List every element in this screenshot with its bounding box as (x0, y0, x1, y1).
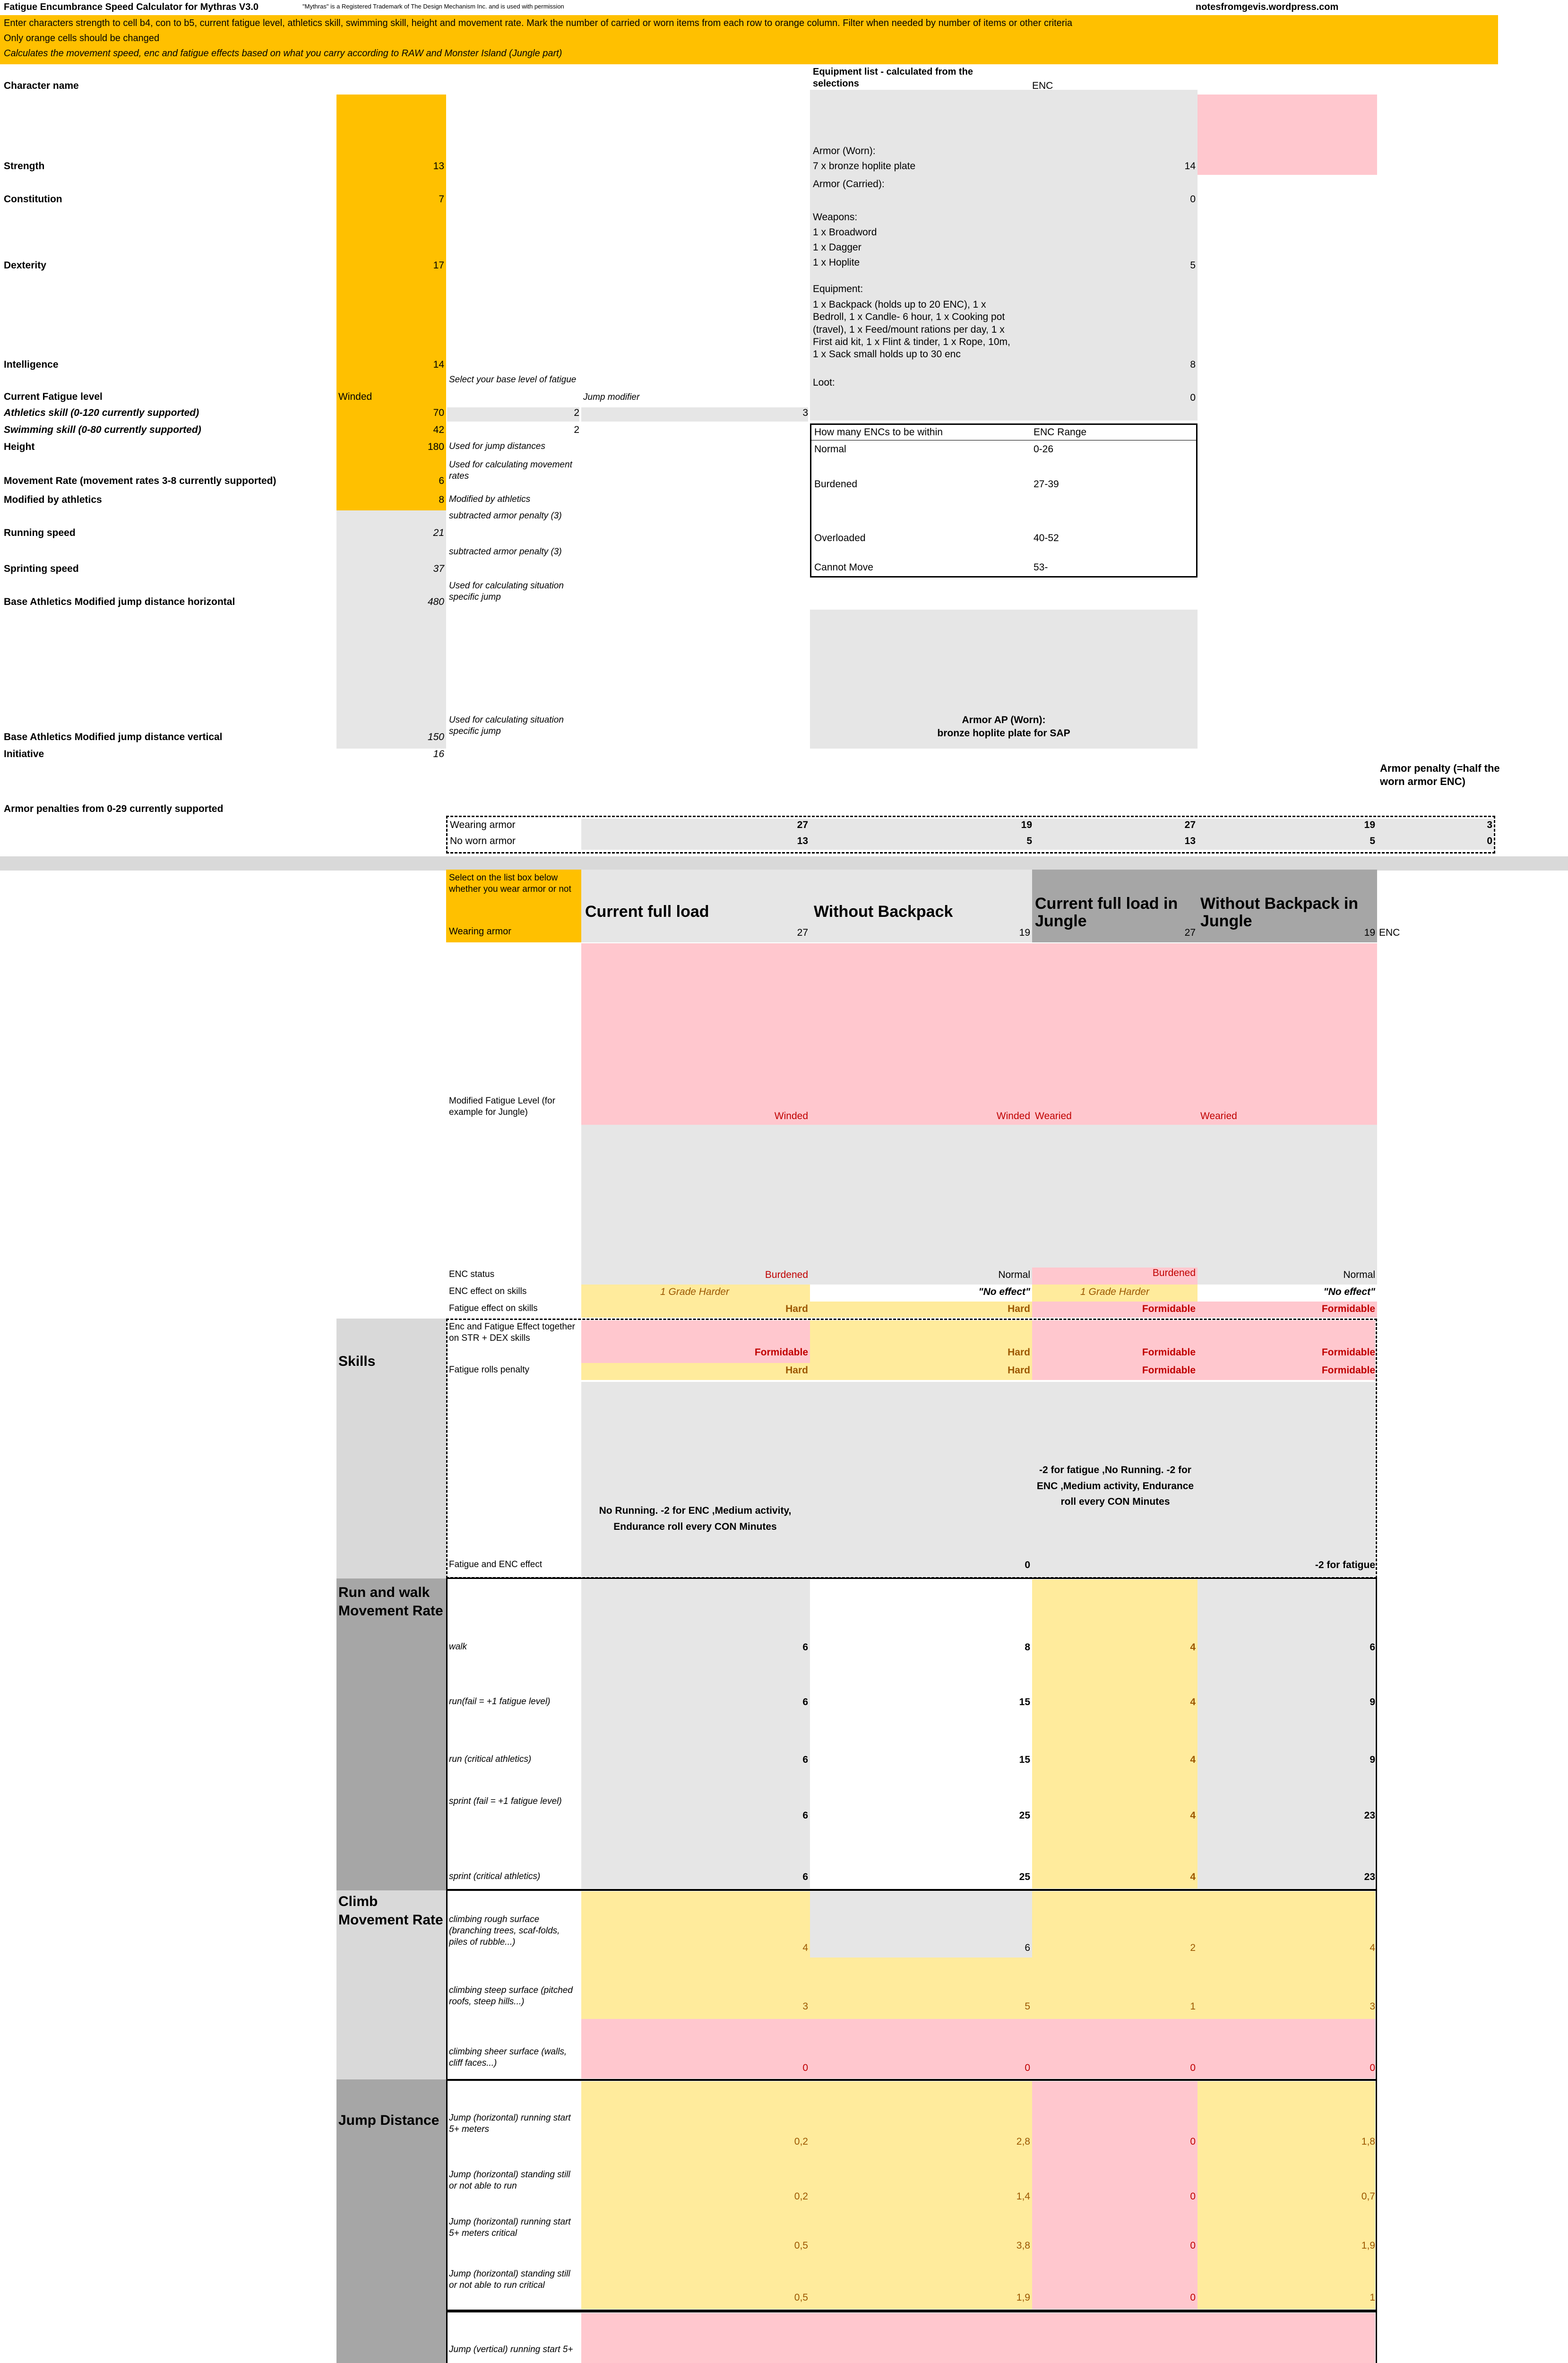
sprintcrit-v4: 23 (1364, 1871, 1375, 1882)
runcrit-v3: 4 (1190, 1754, 1196, 1765)
armor-select-note: Select on the list box below whether you wear armor or not (449, 873, 571, 894)
walk-v2: 8 (1025, 1642, 1030, 1653)
instruction-text-2: Only orange cells should be changed (4, 33, 160, 43)
jump-row-value: 0,5 (794, 2292, 808, 2303)
enc-effect-2: "No effect" (978, 1286, 1030, 1297)
fatigue-gap-bg (581, 1125, 1377, 1267)
stat-value-jump-horizontal: 480 (427, 596, 444, 607)
col-header-without-backpack: Without Backpack (814, 903, 953, 921)
fatigue-enc-effect-4: -2 for fatigue (1315, 1560, 1375, 1570)
stat-label-running: Running speed (4, 527, 76, 538)
jump-row-value: 0,2 (794, 2136, 808, 2147)
load-enc-1: 27 (797, 927, 808, 938)
climb-title: Climb Movement Rate (338, 1894, 443, 1928)
runwalk-bg-4 (1198, 1579, 1375, 1889)
jump-row-value: 1,9 (1361, 2240, 1375, 2251)
carried-armor-enc: 0 (1190, 194, 1196, 205)
climb-rough-v3: 2 (1190, 1942, 1196, 1953)
armor-select-value[interactable]: Wearing armor (449, 926, 511, 937)
climb-sheer-v4: 0 (1370, 2062, 1375, 2073)
fatigue-enc-effect-2: 0 (1025, 1560, 1030, 1570)
runwalk-title: Run and walk Movement Rate (338, 1585, 443, 1619)
jump-row-value: 2,8 (1016, 2136, 1030, 2147)
instructions-banner (0, 15, 1498, 64)
enc-range-overloaded-label: Overloaded (814, 533, 866, 543)
runwalk-label-sprint: sprint (fail = +1 fatigue level) (449, 1796, 562, 1806)
separator-bar (0, 856, 1568, 871)
note-select-fatigue: Select your base level of fatigue (449, 375, 577, 385)
fatigue-enc-effect-3: -2 for fatigue ,No Running. -2 for ENC ,Medium activity, Endurance roll every CON Minutes (1036, 1465, 1194, 1508)
col-header-full-jungle: Current full load in Jungle (1035, 895, 1178, 931)
jump-row-value: 1,8 (1361, 2136, 1375, 2147)
stat-value-modified-athletics: 8 (439, 494, 444, 505)
enc-range-normal-label: Normal (814, 444, 846, 455)
fatigue-effect-3: Formidable (1142, 1303, 1196, 1314)
jump-row-value: 0,2 (794, 2191, 808, 2202)
fatigue-rolls-3: Formidable (1142, 1365, 1196, 1376)
enc-range-table (810, 423, 1198, 578)
jump-row-label: Jump (horizontal) running start 5+ meters critical (449, 2217, 571, 2238)
jump-row-value: 1,4 (1016, 2191, 1030, 2202)
sprint-v2: 25 (1019, 1810, 1030, 1821)
enc-range-normal-value: 0-26 (1034, 444, 1054, 455)
stat-value-dexterity[interactable]: 17 (433, 260, 444, 271)
stat-label-athletics: Athletics skill (0-120 currently supported) (4, 407, 199, 418)
jump-row-value: 0 (1190, 2191, 1196, 2202)
load-enc-4: 19 (1364, 927, 1375, 938)
fatigue-rolls-1: Hard (785, 1365, 808, 1376)
stat-value-jump-vertical: 150 (427, 732, 444, 742)
jump-row-value: 0 (1190, 2136, 1196, 2147)
carried-armor-header: Armor (Carried): (813, 179, 885, 190)
wearing-armor-label: Wearing armor (450, 819, 516, 830)
swimming-extra: 2 (574, 424, 579, 435)
note-used-move: Used for calculating movement rates (449, 460, 572, 481)
sprint-v4: 23 (1364, 1810, 1375, 1821)
jump-row-value: 1 (1370, 2292, 1375, 2303)
enc-range-cannot-value: 53- (1034, 562, 1048, 573)
equipment-header: Equipment: (813, 284, 863, 294)
athletics-extra: 2 (447, 407, 579, 422)
jump-row-value: 0 (1190, 2240, 1196, 2251)
enc-effect-1: 1 Grade Harder (660, 1286, 729, 1297)
jump-modifier-value: 3 (581, 407, 808, 422)
status-label-enc-effect: ENC effect on skills (449, 1286, 527, 1296)
note-used-jump: Used for jump distances (449, 441, 545, 451)
computed-column-bg (336, 510, 446, 749)
jump-row-value: 1,9 (1016, 2292, 1030, 2303)
climb-rough-v4: 4 (1370, 1942, 1375, 1953)
sprintcrit-v1: 6 (802, 1871, 808, 1882)
stat-label-initiative: Initiative (4, 749, 44, 759)
enc-range-header-right: ENC Range (1034, 427, 1087, 438)
wearing-armor-v1: 27 (797, 819, 808, 830)
climb-steep-v4: 3 (1370, 2001, 1375, 2012)
stat-label-sprinting: Sprinting speed (4, 563, 79, 574)
loot-enc: 0 (1190, 392, 1196, 403)
climb-rough-v2: 6 (1025, 1942, 1030, 1953)
stat-label-modified-athletics: Modified by athletics (4, 494, 102, 505)
runcrit-v4: 9 (1370, 1754, 1375, 1765)
enc-effect-3: 1 Grade Harder (1080, 1286, 1149, 1297)
modified-fatigue-3: Wearied (1035, 1111, 1072, 1121)
str-dex-3: Formidable (1142, 1347, 1196, 1358)
equipment-list-bg (810, 90, 1198, 421)
note-sub-armor-1: subtracted armor penalty (3) (449, 511, 562, 521)
site-link[interactable]: notesfromgevis.wordpress.com (1196, 2, 1339, 12)
equipment-enc-header: ENC (1032, 80, 1053, 91)
stat-value-initiative: 16 (433, 749, 444, 759)
climb-steep-v3: 1 (1190, 2001, 1196, 2012)
note-jump-modifier: Jump modifier (583, 392, 640, 402)
pink-highlight-top (1198, 95, 1377, 175)
run-v3: 4 (1190, 1697, 1196, 1708)
note-situation-2: Used for calculating situation specific jump (449, 715, 564, 736)
stat-label-dexterity: Dexterity (4, 260, 46, 271)
no-armor-label: No worn armor (450, 836, 516, 846)
no-armor-v2: 5 (1026, 836, 1032, 846)
run-v1: 6 (802, 1697, 808, 1708)
weapon-item-1: 1 x Broadword (813, 227, 877, 238)
stat-value-constitution[interactable]: 7 (439, 194, 444, 205)
run-v4: 9 (1370, 1697, 1375, 1708)
stat-value-fatigue[interactable]: Winded (338, 391, 372, 402)
climb-sheer-v3: 0 (1190, 2062, 1196, 2073)
status-enc-3: Burdened (1032, 1268, 1198, 1285)
modified-fatigue-1: Winded (774, 1111, 808, 1121)
jump-v-bg (581, 2313, 1375, 2363)
climb-rough-v1: 4 (802, 1942, 808, 1953)
no-armor-v3: 13 (1184, 836, 1196, 846)
jump-row-label: Jump (horizontal) standing still or not able to run (449, 2170, 570, 2191)
sprint-v1: 6 (802, 1810, 808, 1821)
stat-label-jump-vertical: Base Athletics Modified jump distance vertical (4, 732, 223, 742)
skills-section-title: Skills (338, 1354, 376, 1369)
fatigue-effect-2: Hard (1008, 1303, 1030, 1314)
weapons-enc: 5 (1190, 260, 1196, 271)
fatigue-enc-effect-bg (581, 1382, 1375, 1577)
armor-penalty-note: Armor penalties from 0-29 currently supported (4, 803, 224, 814)
climb-steep-v1: 3 (802, 2001, 808, 2012)
stat-label-jump-horizontal: Base Athletics Modified jump distance horizontal (4, 596, 235, 607)
wearing-armor-v5: 3 (1487, 819, 1492, 830)
weapon-item-2: 1 x Dagger (813, 242, 862, 253)
str-dex-2: Hard (1008, 1347, 1030, 1358)
runwalk-label-sprint-crit: sprint (critical athletics) (449, 1871, 541, 1881)
sprintcrit-v2: 25 (1019, 1871, 1030, 1882)
stat-value-swimming[interactable]: 42 (433, 424, 444, 435)
load-enc-3: 27 (1184, 927, 1196, 938)
runwalk-bg-1 (581, 1579, 810, 1889)
climb-sheer-v1: 0 (802, 2062, 808, 2073)
note-sub-armor-2: subtracted armor penalty (3) (449, 547, 562, 557)
climb-label-rough: climbing rough surface (branching trees, scaf-folds, piles of rubble...) (449, 1915, 560, 1947)
wearing-armor-v3: 27 (1184, 819, 1196, 830)
jump-row-value: 0,7 (1361, 2191, 1375, 2202)
runwalk-label-run-crit: run (critical athletics) (449, 1754, 532, 1764)
equipment-enc: 8 (1190, 359, 1196, 370)
armor-ap-label: Armor AP (Worn): (962, 715, 1046, 725)
fatigue-effect-1: Hard (785, 1303, 808, 1314)
fatigue-effect-4: Formidable (1321, 1303, 1375, 1314)
stat-label-swimming: Swimming skill (0-80 currently supported) (4, 424, 201, 435)
note-modified-athletics: Modified by athletics (449, 494, 531, 504)
runwalk-bg-3 (1032, 1579, 1198, 1889)
runwalk-label-run: run(fail = +1 fatigue level) (449, 1697, 551, 1707)
wearing-armor-v2: 19 (1021, 819, 1032, 830)
status-enc-4: Normal (1343, 1269, 1375, 1280)
status-label-fatigue-effect: Fatigue effect on skills (449, 1303, 538, 1313)
fatigue-level-bg (581, 943, 1377, 1125)
climb-label-sheer: climbing sheer surface (walls, cliff faces...) (449, 2047, 567, 2068)
modified-fatigue-label: Modified Fatigue Level (for example for Jungle) (449, 1096, 555, 1117)
runcrit-v2: 15 (1019, 1754, 1030, 1765)
fatigue-rolls-2: Hard (1008, 1365, 1030, 1376)
no-armor-v1: 13 (797, 836, 808, 846)
load-enc-2: 19 (1019, 927, 1030, 938)
enc-range-burdened-value: 27-39 (1034, 479, 1059, 490)
status-enc-2: Normal (998, 1269, 1030, 1280)
worn-armor-item: 7 x bronze hoplite plate (813, 161, 916, 172)
weapon-item-3: 1 x Hoplite (813, 257, 860, 268)
armor-penalty-half-note: Armor penalty (=half the worn armor ENC) (1380, 762, 1500, 787)
status-label-str-dex: Enc and Fatigue Effect together on STR + DEX skills (449, 1322, 575, 1343)
jump-row-value: 0 (1190, 2292, 1196, 2303)
no-armor-v5: 0 (1487, 836, 1492, 846)
stat-value-running: 21 (433, 527, 444, 538)
col-header-without-jungle: Without Backpack in Jungle (1200, 895, 1359, 931)
enc-range-cannot-label: Cannot Move (814, 562, 873, 573)
trademark-note: "Mythras" is a Registered Trademark of The Design Mechanism Inc. and is used with permission (302, 3, 564, 10)
modified-fatigue-2: Winded (996, 1111, 1030, 1121)
walk-v4: 6 (1370, 1642, 1375, 1653)
sprintcrit-v3: 4 (1190, 1871, 1196, 1882)
stat-label-intelligence: Intelligence (4, 359, 59, 370)
climb-steep-v2: 5 (1025, 2001, 1030, 2012)
jump-row-label: Jump (horizontal) running start 5+ meters (449, 2113, 571, 2134)
worn-armor-enc: 14 (1184, 161, 1196, 172)
weapons-header: Weapons: (813, 212, 858, 223)
str-dex-1: Formidable (754, 1347, 808, 1358)
armor-select-box[interactable] (446, 870, 581, 942)
stat-value-movement[interactable]: 6 (439, 475, 444, 486)
equipment-text: 1 x Backpack (holds up to 20 ENC), 1 x Bedroll, 1 x Candle- 6 hour, 1 x Cooking pot (travel), 1 x Feed/mount rations per day, 1 x First aid kit, 1 x Flint & tinder, 1 x Rope, 10m, 1 x Sack small holds up to 30 enc (813, 299, 1010, 360)
walk-v3: 4 (1190, 1642, 1196, 1653)
armor-ap-value: bronze hoplite plate for SAP (937, 728, 1070, 739)
run-v2: 15 (1019, 1697, 1030, 1708)
stat-value-athletics[interactable]: 70 (433, 407, 444, 418)
note-situation-1: Used for calculating situation specific jump (449, 581, 564, 602)
climb-sheer-v2: 0 (1025, 2062, 1030, 2073)
fatigue-enc-effect-1: No Running. -2 for ENC ,Medium activity, Endurance roll every CON Minutes (599, 1505, 792, 1532)
jump-row-value: 0,5 (794, 2240, 808, 2251)
sheet-title: Fatigue Encumbrance Speed Calculator for Mythras V3.0 (4, 2, 259, 12)
status-label-fatigue-rolls: Fatigue rolls penalty (449, 1365, 530, 1375)
stat-label-movement: Movement Rate (movement rates 3-8 currently supported) (4, 475, 276, 486)
col-header-full-load: Current full load (585, 903, 709, 921)
no-armor-v4: 5 (1370, 836, 1375, 846)
runcrit-v1: 6 (802, 1754, 808, 1765)
stat-value-sprinting: 37 (433, 563, 444, 574)
runwalk-section-bg (336, 1578, 446, 1890)
wearing-armor-v4: 19 (1364, 819, 1375, 830)
character-name-label: Character name (4, 80, 79, 91)
stat-label-fatigue: Current Fatigue level (4, 391, 103, 402)
climb-label-steep: climbing steep surface (pitched roofs, steep hills...) (449, 1985, 573, 2007)
enc-range-burdened-label: Burdened (814, 479, 858, 490)
stat-label-constitution: Constitution (4, 194, 62, 205)
status-label-enc: ENC status (449, 1269, 495, 1279)
enc-range-header-left: How many ENCs to be within (814, 427, 943, 438)
fatigue-enc-effect-label: Fatigue and ENC effect (449, 1560, 543, 1570)
enc-range-overloaded-value: 40-52 (1034, 533, 1059, 543)
enc-effect-4: "No effect" (1323, 1286, 1375, 1297)
sprint-v3: 4 (1190, 1810, 1196, 1821)
equipment-title: Equipment list - calculated from the selections (813, 67, 973, 89)
instruction-text-1: Enter characters strength to cell b4, con to b5, current fatigue level, athletics skill, swimming skill, height and movement rate. Mark the number of carried or worn items from each row to orange column. Filter when needed by number of items or other criteria (4, 18, 1073, 28)
jump-row-value: 3,8 (1016, 2240, 1030, 2251)
stat-label-strength: Strength (4, 161, 45, 172)
instruction-text-3: Calculates the movement speed, enc and fatigue effects based on what you carry according to RAW and Monster Island (Jungle part) (4, 48, 562, 59)
fatigue-rolls-4: Formidable (1321, 1365, 1375, 1376)
walk-v1: 6 (802, 1642, 808, 1653)
runwalk-label-walk: walk (449, 1642, 467, 1652)
stat-value-intelligence[interactable]: 14 (433, 359, 444, 370)
worn-armor-header: Armor (Worn): (813, 146, 876, 156)
str-dex-4: Formidable (1321, 1347, 1375, 1358)
stat-value-height[interactable]: 180 (427, 441, 444, 452)
stat-label-height: Height (4, 441, 35, 452)
jump-row-label: Jump (horizontal) standing still or not able to run critical (449, 2269, 570, 2290)
modified-fatigue-4: Wearied (1200, 1111, 1237, 1121)
jump-title: Jump Distance (338, 2113, 439, 2128)
stat-value-strength[interactable]: 13 (433, 161, 444, 172)
load-enc-suffix: ENC (1379, 927, 1400, 938)
status-enc-1: Burdened (765, 1269, 808, 1280)
jump-row-label: Jump (vertical) running start 5+ (449, 2345, 573, 2354)
loot-header: Loot: (813, 377, 835, 388)
